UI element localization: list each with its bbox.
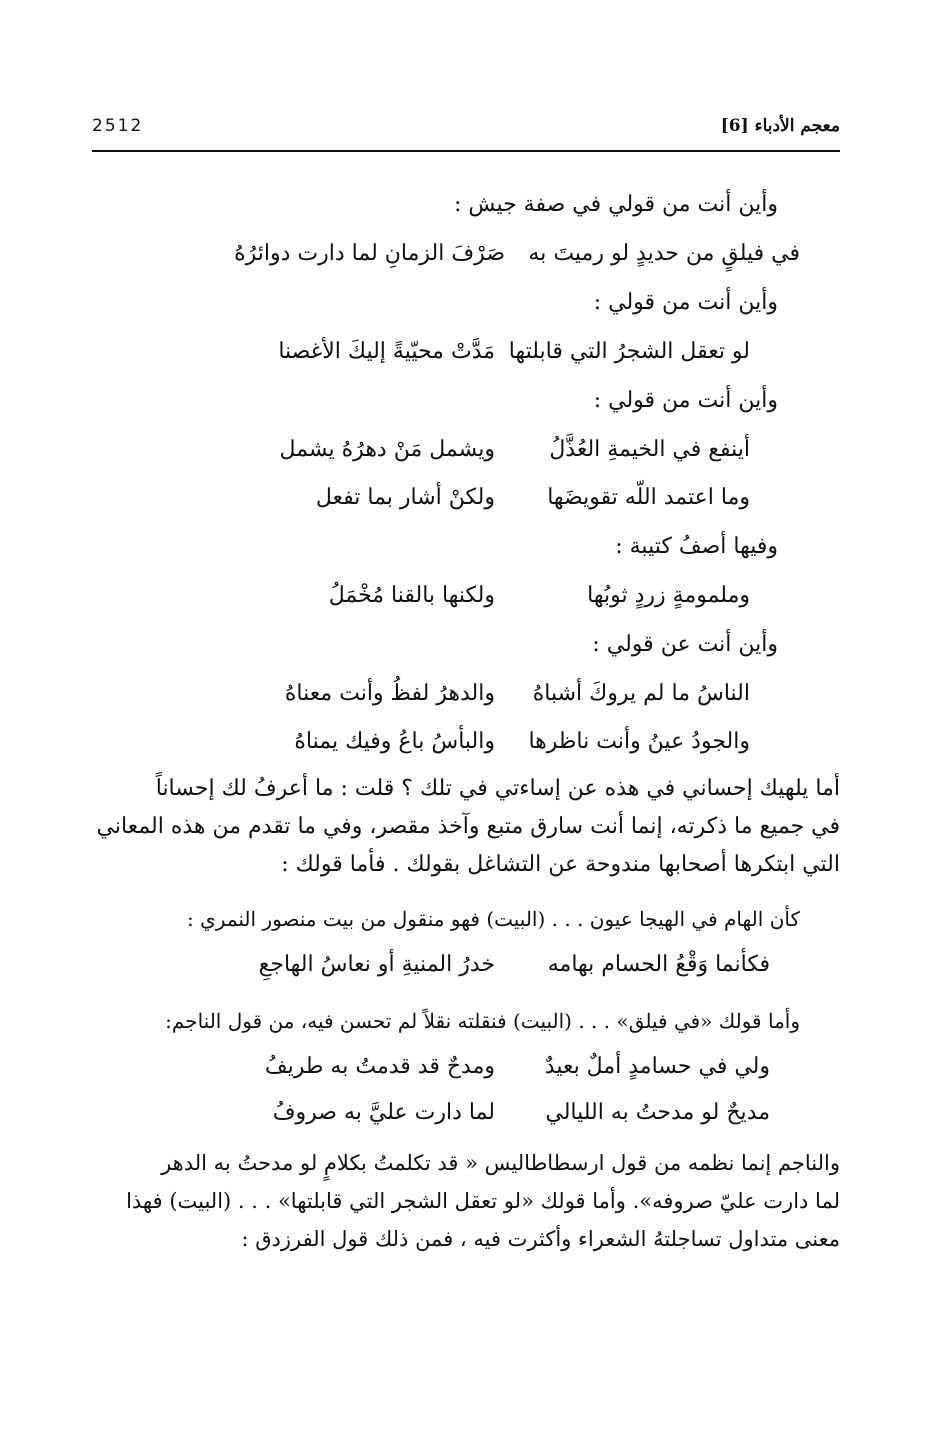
verse-first-hemistich: والجودُ عينُ وأنت ناظرها (528, 729, 750, 754)
verse-intro: وأين أنت من قولي : (593, 388, 778, 413)
prose-line: لما دارت عليّ صروفه». وأما قولك «لو تعقل الشجر التي قابلتها» . . . (البيت) فهذا (126, 1189, 840, 1213)
verse-first-hemistich: وما اعتمد اللّه تقويضَها (547, 485, 750, 510)
verse-first-hemistich: وملمومةٍ زردٍ ثوبُها (587, 583, 750, 608)
verse-line (85, 426, 840, 474)
verse-second-hemistich: خدرُ المنيةِ أو نعاسُ الهاجعِ (258, 952, 495, 977)
verse-first-hemistich: في فيلقٍ من حديدٍ لو رميتَ به (528, 241, 800, 266)
verse-line (85, 328, 840, 376)
verse-second-hemistich: ولكنها بالقنا مُخْمَلُ (328, 583, 495, 608)
verse-second-hemistich: لما دارت عليَّ به صروفُ (272, 1100, 495, 1125)
verse-line (85, 718, 840, 766)
verse-first-hemistich: مديحٌ لو مدحتُ به الليالي (545, 1100, 770, 1125)
verse-first-hemistich: الناسُ ما لم يروكَ أشباهُ (532, 681, 750, 706)
verse-first-hemistich: فكأنما وَقْعُ الحسام بهامه (547, 952, 770, 977)
verse-first-hemistich: لو تعقل الشجرُ التي قابلتها (508, 339, 750, 364)
verse-intro: وأين أنت من قولي في صفة جيش : (453, 192, 778, 217)
page-body (85, 180, 840, 1258)
verse-line (85, 1044, 840, 1090)
verse-intro: وفيها أصفُ كتيبة : (615, 534, 778, 559)
verse-line (85, 230, 840, 278)
verse-intro: وأين أنت من قولي : (593, 290, 778, 315)
verse-line (85, 572, 840, 620)
verse-first-hemistich: ولي في حسامدٍ أملٌ بعيدٌ (544, 1054, 770, 1079)
verse-line (85, 670, 840, 718)
verse-second-hemistich: والدهرُ لفظُ وأنت معناهُ (284, 681, 495, 706)
verse-line (85, 1090, 840, 1136)
page-number: 2512 (92, 116, 144, 136)
prose-line: في جميع ما ذكرته، إنما أنت سارق متبع وآخذ مقصر، وفي ما تقدم من هذه المعاني (96, 814, 840, 839)
running-title: معجم الأدباء [6] (720, 116, 840, 136)
prose-line: معنى متداول تساجلتهُ الشعراء وأكثرت فيه ، فمن ذلك قول الفرزدق : (241, 1227, 840, 1251)
prose-paragraph (85, 1144, 840, 1258)
verse-intro: وأين أنت عن قولي : (592, 632, 778, 657)
verse-second-hemistich: ولكنْ أشار بما تفعل (315, 485, 495, 510)
verse-second-hemistich: والبأسُ باعُ وفيك يمناهُ (294, 729, 495, 754)
verse-second-hemistich: ويشمل مَنْ دهرُهُ يشمل (279, 437, 495, 462)
verse-second-hemistich: ومدحٌ قد قدمتُ به طريفُ (264, 1054, 495, 1079)
verse-line (85, 942, 840, 988)
quote-line: كأن الهام في الهيجا عيون . . . (البيت) فهو منقول من بيت منصور النمري : (187, 907, 800, 931)
verse-second-hemistich: صَرْفَ الزمانِ لما دارت دوائرُهُ (234, 241, 505, 266)
prose-line: التي ابتكرها أصحابها مندوحة عن التشاغل بقولك . فأما قولك : (281, 852, 840, 877)
verse-first-hemistich: أينفع في الخيمةِ العُذَّلُ (549, 437, 750, 462)
prose-line: أما يلهيك إحساني في هذه عن إساءتي في تلك ؟ قلت : ما أعرفُ لك إحساناً (155, 776, 840, 801)
verse-line (85, 474, 840, 522)
prose-paragraph (85, 770, 840, 884)
verse-second-hemistich: مَدَّتْ محيّيةً إليكَ الأغصنا (278, 339, 495, 364)
page-header (92, 116, 840, 152)
quote-line: وأما قولك «في فيلق» . . . (البيت) فنقلته نقلاً لم تحسن فيه، من قول الناجم: (165, 1009, 800, 1033)
prose-line: والناجم إنما نظمه من قول ارسطاطاليس « قد تكلمتُ بكلامٍ لو مدحتُ به الدهر (161, 1151, 840, 1175)
